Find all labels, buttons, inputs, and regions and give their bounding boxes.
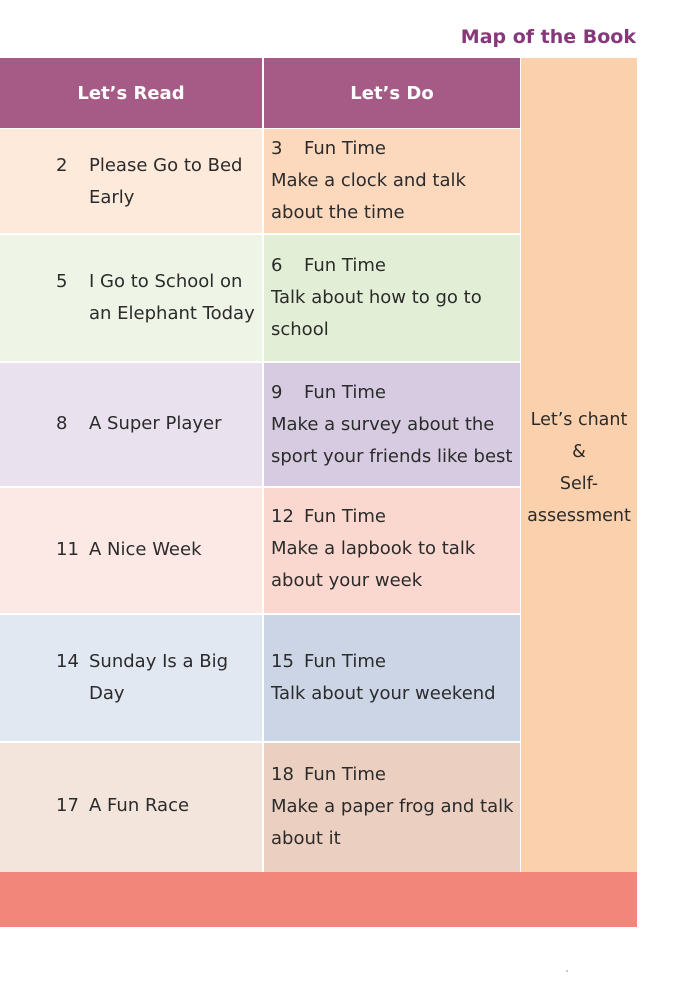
read-title: A Nice Week [89, 539, 202, 560]
read-cell [0, 129, 262, 233]
do-description: Talk about your weekend [271, 683, 496, 704]
do-cell [264, 235, 520, 361]
do-page-number: 9 [271, 382, 283, 403]
table-row [0, 488, 520, 613]
table-row [0, 129, 520, 233]
do-description: Make a paper frog and talk about it [271, 796, 514, 849]
do-title: Fun Time [304, 651, 386, 672]
read-title: Sunday Is a Big Day [89, 651, 229, 704]
table-row [0, 235, 520, 361]
do-title: Fun Time [304, 764, 386, 785]
do-cell [264, 615, 520, 741]
do-title: Fun Time [304, 506, 386, 527]
side-line-assessment: assessment [527, 506, 631, 526]
read-cell [0, 488, 262, 613]
side-column-label [521, 404, 637, 532]
read-title: A Super Player [89, 413, 222, 434]
side-column [521, 58, 637, 872]
header-lets-do: Let’s Do [264, 58, 520, 128]
do-page-number: 15 [271, 651, 294, 672]
do-title: Fun Time [304, 255, 386, 276]
do-description: Talk about how to go to school [271, 287, 482, 340]
read-cell [0, 235, 262, 361]
do-title: Fun Time [304, 382, 386, 403]
do-cell [264, 129, 520, 233]
page-title: Map of the Book [460, 26, 636, 48]
do-cell [264, 363, 520, 486]
side-line-ampersand: & [572, 442, 586, 462]
read-cell [0, 743, 262, 872]
book-map-table [0, 58, 637, 872]
do-title: Fun Time [304, 138, 386, 159]
read-title: I Go to School on an Elephant Today [89, 271, 255, 324]
do-description: Make a survey about the sport your friends like best [271, 414, 513, 467]
read-page-number: 14 [56, 651, 79, 672]
do-description: Make a lapbook to talk about your week [271, 538, 476, 591]
page-speck [566, 970, 568, 972]
read-title: Please Go to Bed Early [89, 155, 243, 208]
read-page-number: 2 [56, 155, 68, 176]
header-lets-read: Let’s Read [0, 58, 262, 128]
do-page-number: 3 [271, 138, 283, 159]
read-page-number: 5 [56, 271, 68, 292]
read-page-number: 17 [56, 795, 79, 816]
do-description: Make a clock and talk about the time [271, 170, 466, 223]
read-cell [0, 615, 262, 741]
bottom-color-band [0, 872, 637, 927]
do-cell [264, 488, 520, 613]
side-line-self: Self- [559, 474, 599, 494]
table-row [0, 363, 520, 486]
side-line-chant: Let’s chant [530, 410, 628, 430]
table-row [0, 743, 520, 872]
table-row [0, 615, 520, 741]
do-page-number: 12 [271, 506, 294, 527]
do-page-number: 18 [271, 764, 294, 785]
read-page-number: 11 [56, 539, 79, 560]
read-title: A Fun Race [89, 795, 190, 816]
do-page-number: 6 [271, 255, 283, 276]
read-page-number: 8 [56, 413, 68, 434]
read-cell [0, 363, 262, 486]
do-cell [264, 743, 520, 872]
